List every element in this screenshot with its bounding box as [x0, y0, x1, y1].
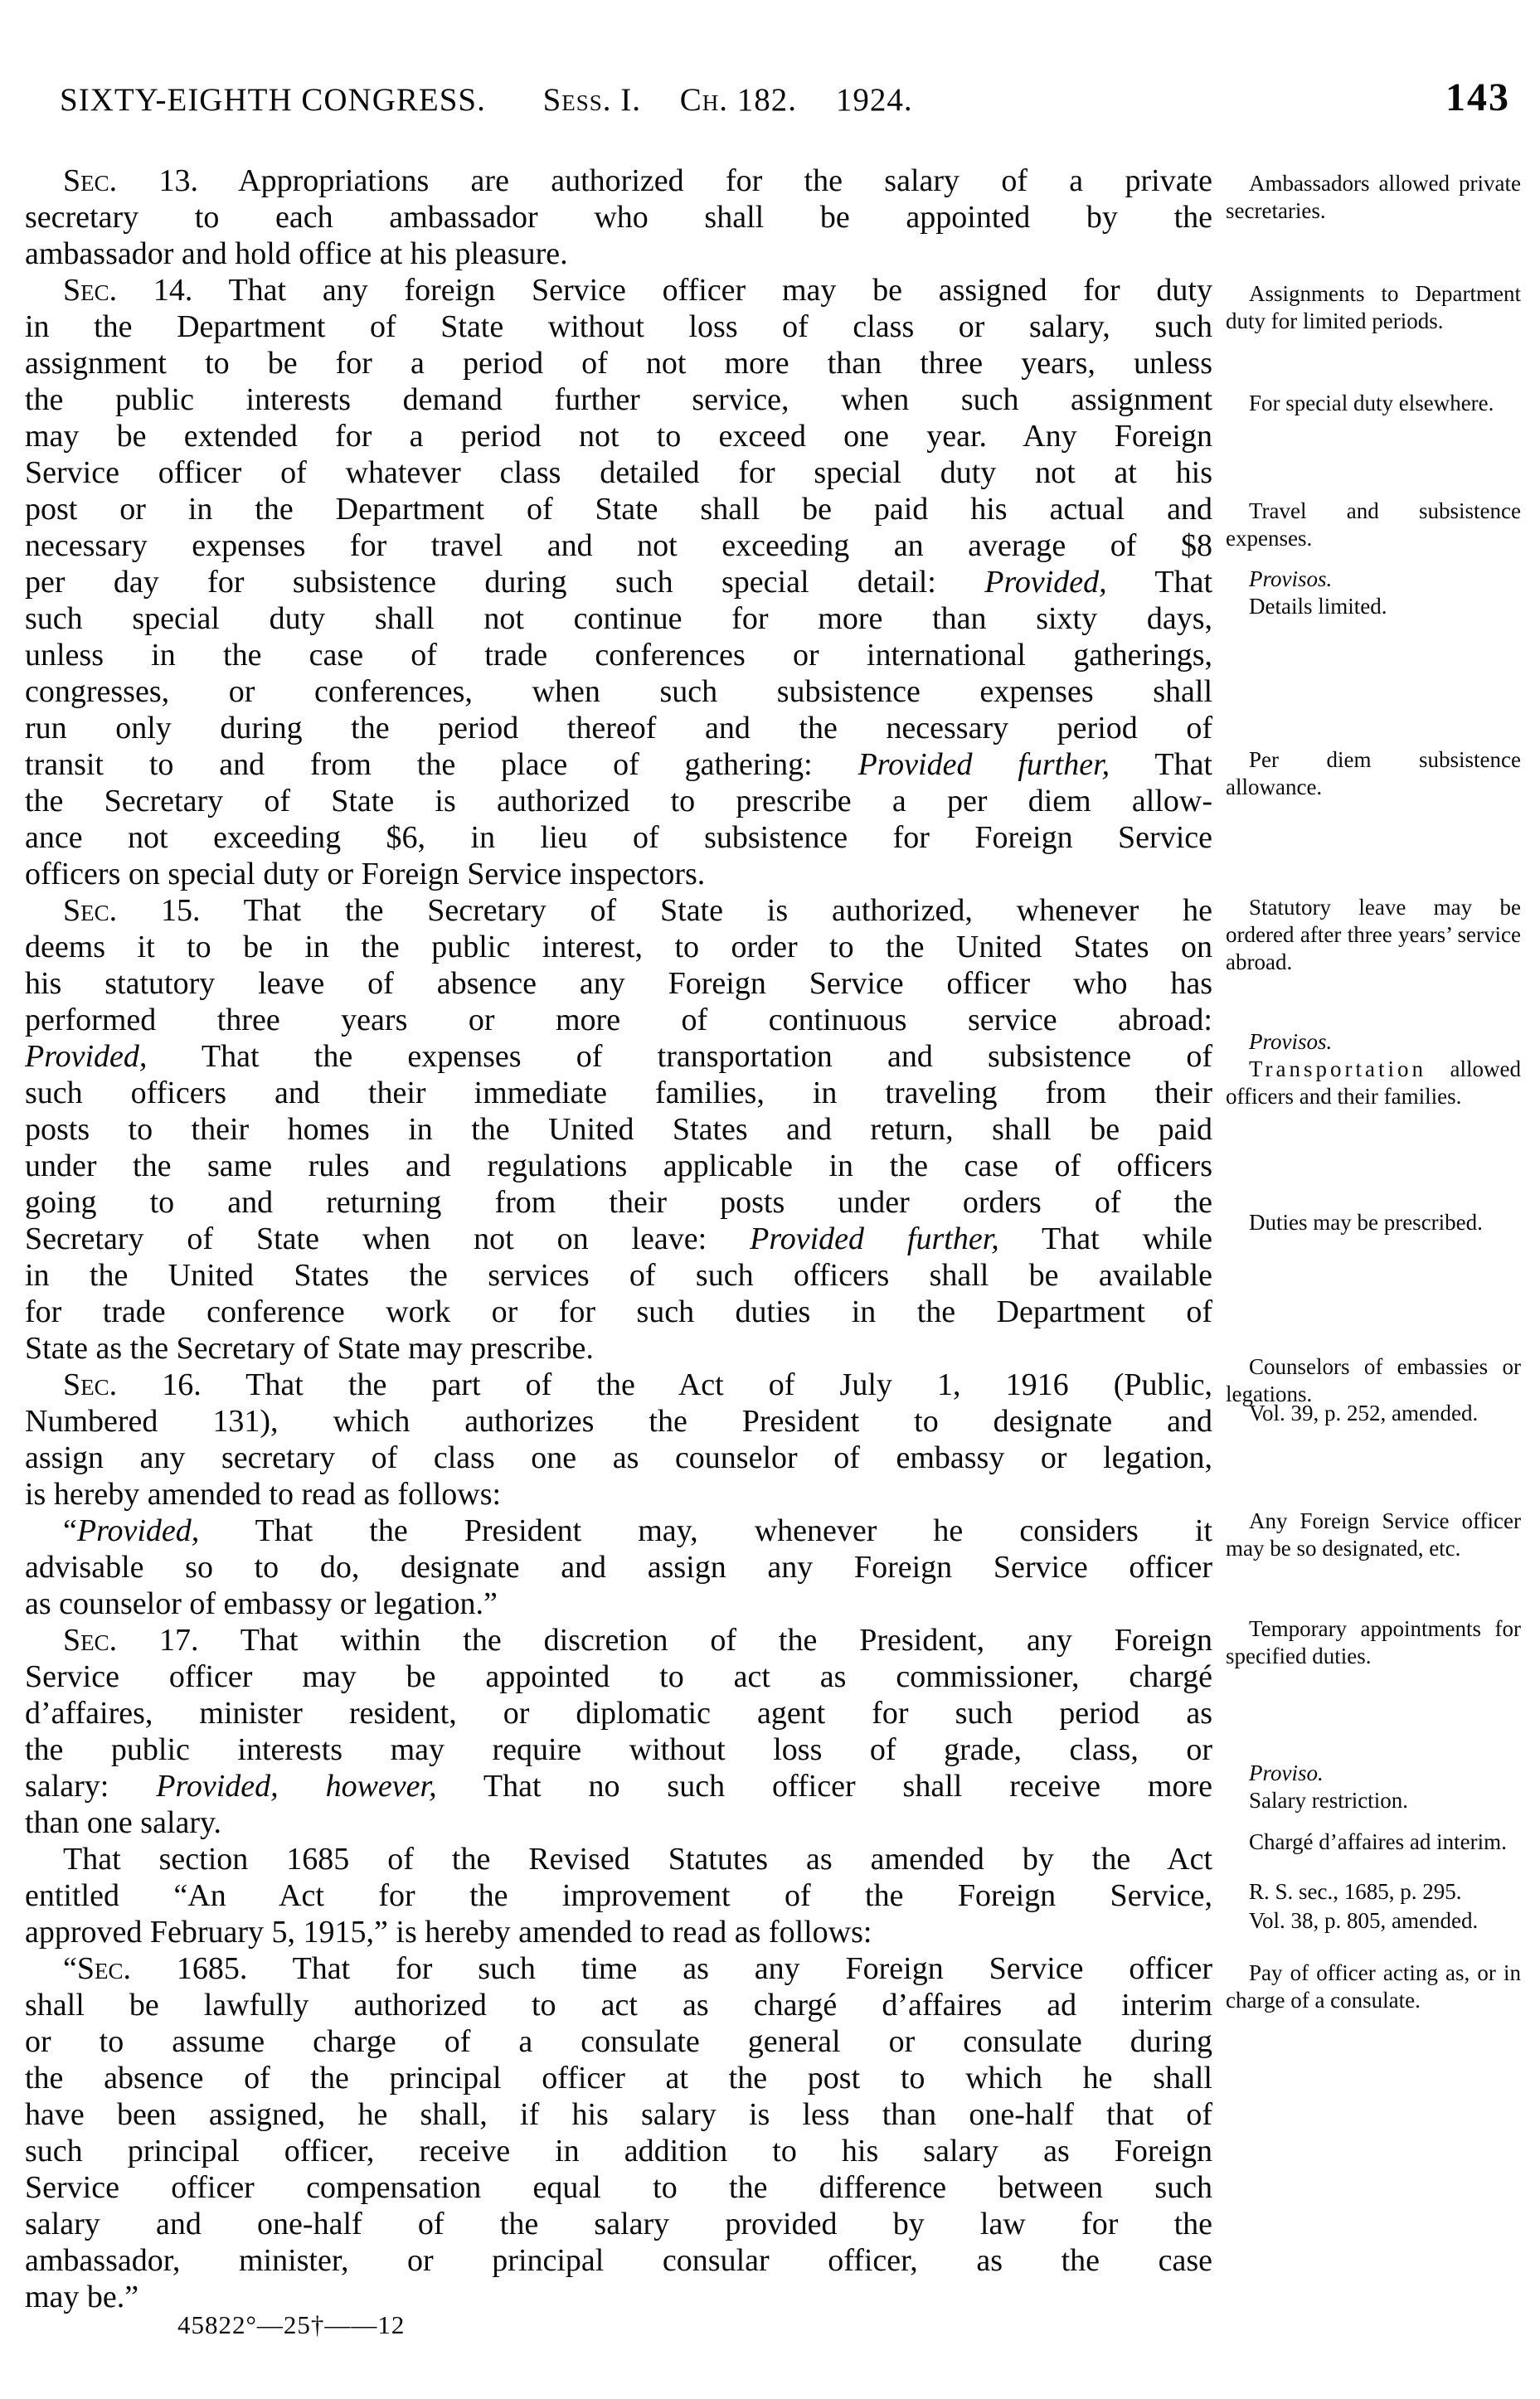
text-run: run only during the period thereof and the necessary period of: [25, 711, 1212, 745]
text-run: ance not exceeding $6, in lieu of subsistence for Foreign Service: [25, 820, 1212, 855]
text-run: R. S. sec., 1685, p. 295.: [1249, 1879, 1462, 1904]
text-run: advisable so to do, designate and assign any Foreign Service officer: [25, 1550, 1212, 1585]
text-run: Sec. 15.: [63, 893, 201, 928]
text-run: for trade conference work or for such duties in the Department of: [25, 1294, 1212, 1329]
text-run: Provisos.: [1249, 566, 1333, 591]
margin-note: [1226, 566, 1521, 620]
margin-note-segment: [1226, 746, 1521, 801]
text-run: Provided further,: [857, 747, 1110, 782]
text-run: Chargé d’affaires ad interim.: [1249, 1829, 1507, 1854]
margin-note: [1226, 1907, 1521, 1935]
margin-note: [1226, 1960, 1521, 2014]
text-run: Transportation: [1249, 1056, 1427, 1081]
text-run: Provided further,: [750, 1221, 999, 1256]
text-run: Vol. 38, p. 805, amended.: [1249, 1908, 1479, 1933]
margin-note-segment: [1226, 1787, 1521, 1814]
text-run: officers on special duty or Foreign Service inspectors.: [25, 857, 706, 891]
text-run: Numbered 131), which authorizes the President to designate and: [25, 1404, 1212, 1439]
margin-note-segment: [1226, 1028, 1521, 1056]
margin-note-segment: [1226, 566, 1521, 593]
margin-note-segment: [1226, 1828, 1521, 1856]
text-run: Sec. 1685.: [76, 1951, 248, 1986]
text-run: Ambassadors allowed private secretaries.: [1226, 171, 1521, 223]
text-run: such officers and their immediate families, in traveling from their: [25, 1076, 1212, 1110]
text-run: Sec. 14.: [63, 273, 193, 308]
page-number: 143: [1445, 75, 1510, 119]
margin-note-segment: [1226, 1878, 1521, 1906]
text-run: That within the discretion of the President, any Foreign: [198, 1623, 1212, 1658]
text-run: may be extended for a period not to exceed one year. Any Foreign: [25, 419, 1212, 454]
text-run: Sec. 16.: [63, 1367, 202, 1402]
running-head-year: 1924.: [835, 82, 913, 118]
text-run: in the United States the services of such officers shall be available: [25, 1258, 1212, 1293]
text-run: as counselor of embassy or legation.”: [25, 1586, 498, 1621]
margin-note: [1226, 1828, 1521, 1856]
margin-note: [1226, 170, 1521, 225]
text-run: Sec. 13.: [63, 163, 198, 198]
text-run: Assignments to Department duty for limited periods.: [1226, 281, 1521, 333]
text-run: Provided,: [76, 1513, 200, 1548]
text-run: Temporary appointments for specified duties.: [1226, 1616, 1521, 1668]
margin-note-segment: [1226, 1615, 1521, 1670]
text-run: That while: [998, 1221, 1212, 1256]
text-run: necessary expenses for travel and not exceeding an average of $8: [25, 528, 1212, 563]
text-run: Salary restriction.: [1249, 1788, 1408, 1813]
margin-note-segment: [1226, 280, 1521, 335]
text-run: deems it to be in the public interest, to order to the United States on: [25, 930, 1212, 964]
margin-note: [1226, 1508, 1521, 1562]
text-run: or to assume charge of a consulate general or consulate during: [25, 2024, 1212, 2059]
text-run: That: [1106, 565, 1212, 600]
text-run: Secretary of State when not on leave:: [25, 1221, 751, 1256]
text-run: Provided,: [984, 565, 1107, 600]
text-run: Provided,: [25, 1039, 148, 1074]
margin-note: [1226, 1400, 1521, 1427]
margin-note-segment: [1226, 1056, 1521, 1110]
running-head-chapter: Ch. 182.: [679, 82, 798, 118]
margin-note: [1226, 390, 1521, 417]
margin-note: [1226, 1209, 1521, 1236]
text-run: Counselors of embassies or legations.: [1226, 1354, 1521, 1406]
text-run: allowed officers and their families.: [1226, 1056, 1521, 1109]
text-run: salary:: [25, 1769, 157, 1804]
text-run: Service officer compensation equal to the difference between such: [25, 2170, 1212, 2205]
text-run: per day for subsistence during such special detail:: [25, 565, 985, 600]
text-run: the Secretary of State is authorized to prescribe a per diem allow-: [25, 784, 1212, 818]
text-run: assign any secretary of class one as counselor of embassy or legation,: [25, 1440, 1212, 1475]
text-run: Service officer may be appointed to act as commissioner, chargé: [25, 1659, 1212, 1694]
text-run: his statutory leave of absence any Foreign Service officer who has: [25, 966, 1212, 1001]
text-run: Per diem subsistence allowance.: [1226, 747, 1521, 799]
text-run: such principal officer, receive in addition to his salary as Foreign: [25, 2134, 1212, 2168]
text-run: “: [63, 1951, 77, 1986]
margin-note: [1226, 498, 1521, 552]
margin-note-segment: [1226, 593, 1521, 620]
margin-note-segment: [1226, 1508, 1521, 1562]
margin-note-segment: [1226, 170, 1521, 225]
margin-note: [1226, 1028, 1521, 1110]
text-run: Sec. 17.: [63, 1623, 199, 1658]
text-run: the public interests may require without loss of grade, class, or: [25, 1732, 1212, 1767]
text-run: in the Department of State without loss of class or salary, such: [25, 309, 1212, 344]
text-run: Travel and subsistence expenses.: [1226, 498, 1521, 551]
text-run: That any foreign Service officer may be assigned for duty: [192, 273, 1212, 308]
margin-note-segment: [1226, 894, 1521, 976]
text-run: That: [1110, 747, 1212, 782]
text-run: may be.”: [25, 2280, 139, 2314]
text-run: entitled “An Act for the improvement of the Foreign Service,: [25, 1878, 1212, 1913]
print-code: 45822°—25†——12: [177, 2310, 406, 2339]
text-run: Any Foreign Service officer may be so designated, etc.: [1226, 1508, 1521, 1561]
text-run: d’affaires, minister resident, or diplomatic agent for such period as: [25, 1696, 1212, 1731]
text-run: “: [63, 1513, 77, 1548]
text-run: ambassador, minister, or principal consular officer, as the case: [25, 2243, 1212, 2278]
text-run: such special duty shall not continue for more than sixty days,: [25, 601, 1212, 636]
text-run: State as the Secretary of State may prescribe.: [25, 1331, 594, 1366]
text-run: Provided, however,: [156, 1769, 437, 1804]
margin-note-segment: [1226, 1400, 1521, 1427]
text-run: ambassador and hold office at his pleasure.: [25, 236, 568, 271]
text-run: performed three years or more of continuous service abroad:: [25, 1003, 1212, 1037]
text-run: That the Secretary of State is authorized, whenever he: [200, 893, 1213, 928]
margin-note: [1226, 746, 1521, 801]
text-run: is hereby amended to read as follows:: [25, 1477, 502, 1512]
margin-note: [1226, 1760, 1521, 1814]
text-run: Statutory leave may be ordered after three years’ service abroad.: [1226, 895, 1521, 974]
text-run: the absence of the principal officer at the post to which he shall: [25, 2061, 1212, 2095]
text-run: posts to their homes in the United States and return, shall be paid: [25, 1112, 1212, 1147]
text-run: For special duty elsewhere.: [1249, 391, 1494, 415]
text-run: Provisos.: [1249, 1029, 1333, 1054]
text-run: approved February 5, 1915,” is hereby amended to read as follows:: [25, 1915, 872, 1950]
margin-note-segment: [1226, 1209, 1521, 1236]
text-run: assignment to be for a period of not more than three years, unless: [25, 346, 1212, 381]
margin-note-segment: [1226, 498, 1521, 552]
text-run: the public interests demand further service, when such assignment: [25, 382, 1212, 417]
text-run: That for such time as any Foreign Service officer: [247, 1951, 1212, 1986]
margin-note: [1226, 1878, 1521, 1906]
text-run: transit to and from the place of gathering:: [25, 747, 858, 782]
margin-note-segment: [1226, 1960, 1521, 2014]
margin-note-segment: [1226, 1907, 1521, 1935]
margin-note-segment: [1226, 390, 1521, 417]
text-run: than one salary.: [25, 1805, 222, 1840]
text-run: shall be lawfully authorized to act as chargé d’affaires ad interim: [25, 1988, 1212, 2023]
text-run: Vol. 39, p. 252, amended.: [1249, 1401, 1479, 1425]
text-run: That section 1685 of the Revised Statutes as amended by the Act: [63, 1842, 1212, 1877]
text-run: That the part of the Act of July 1, 1916 (Public,: [201, 1367, 1212, 1402]
text-run: post or in the Department of State shall be paid his actual and: [25, 492, 1212, 527]
text-run: Service officer of whatever class detailed for special duty not at his: [25, 455, 1212, 490]
text-run: have been assigned, he shall, if his salary is less than one-half that of: [25, 2097, 1212, 2132]
text-run: salary and one-half of the salary provided by law for the: [25, 2207, 1212, 2241]
text-run: That the expenses of transportation and subsistence of: [147, 1039, 1212, 1074]
text-run: Proviso.: [1249, 1760, 1324, 1785]
running-head-congress: SIXTY-EIGHTH CONGRESS.: [60, 82, 486, 118]
margin-note: [1226, 280, 1521, 335]
text-run: Appropriations are authorized for the salary of a private: [197, 163, 1212, 198]
text-run: unless in the case of trade conferences or international gatherings,: [25, 638, 1212, 673]
text-run: congresses, or conferences, when such subsistence expenses shall: [25, 674, 1212, 709]
running-head-session: Sess. I.: [542, 82, 642, 118]
text-run: That the President may, whenever he considers it: [199, 1513, 1212, 1548]
margin-note-segment: [1226, 1760, 1521, 1787]
text-run: Details limited.: [1249, 594, 1387, 619]
text-run: going to and returning from their posts under orders of the: [25, 1185, 1212, 1220]
text-run: under the same rules and regulations applicable in the case of officers: [25, 1149, 1212, 1183]
margin-note: [1226, 1615, 1521, 1670]
text-run: secretary to each ambassador who shall be appointed by the: [25, 200, 1212, 235]
text-run: Pay of officer acting as, or in charge of a consulate.: [1226, 1960, 1521, 2013]
text-run: That no such officer shall receive more: [436, 1769, 1212, 1804]
text-run: Duties may be prescribed.: [1249, 1210, 1483, 1235]
margin-note: [1226, 894, 1521, 976]
